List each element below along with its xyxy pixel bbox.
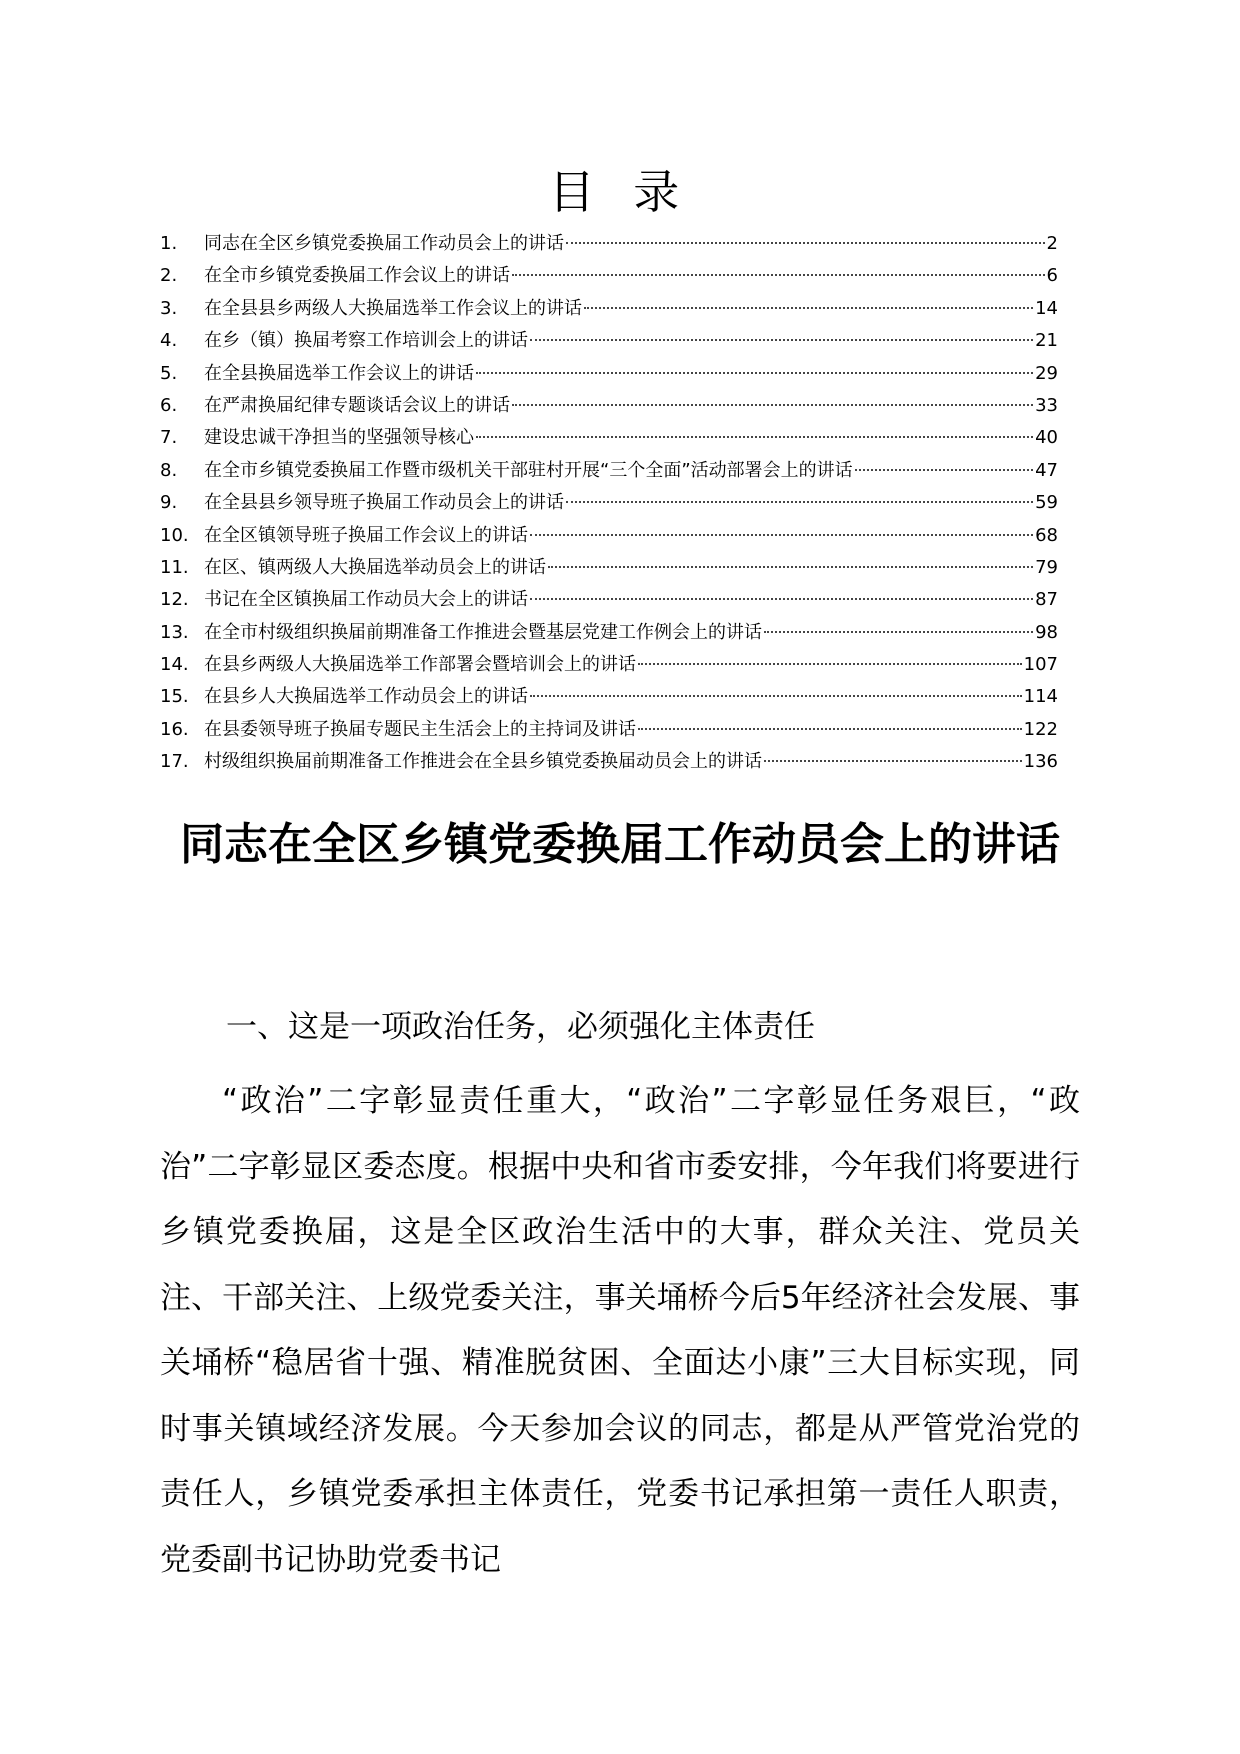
toc-entry-title: 在全区镇领导班子换届工作会议上的讲话	[204, 524, 528, 546]
toc-entry-number: 9.	[160, 492, 178, 514]
toc-entry-page: 21	[1035, 330, 1058, 352]
table-of-contents	[160, 228, 1058, 779]
toc-entry[interactable]	[160, 649, 1058, 681]
toc-entry[interactable]	[160, 293, 1058, 325]
toc-entry[interactable]	[160, 746, 1058, 778]
toc-entry[interactable]	[160, 520, 1058, 552]
toc-entry[interactable]	[160, 325, 1058, 357]
toc-entry-page: 107	[1023, 654, 1058, 676]
toc-entry-title: 在严肃换届纪律专题谈话会议上的讲话	[204, 394, 510, 416]
toc-entry[interactable]	[160, 487, 1058, 519]
toc-entry-page: 40	[1035, 427, 1058, 449]
toc-entry-page: 47	[1035, 459, 1058, 481]
toc-dot-leader	[764, 760, 1022, 762]
toc-entry-number: 5.	[160, 362, 178, 384]
toc-entry[interactable]	[160, 681, 1058, 713]
toc-entry-title: 在县乡两级人大换届选举工作部署会暨培训会上的讲话	[204, 654, 636, 676]
toc-entry-page: 136	[1023, 751, 1058, 773]
toc-entry[interactable]	[160, 422, 1058, 454]
toc-entry-number: 10.	[160, 524, 189, 546]
article-title: 同志在全区乡镇党委换届工作动员会上的讲话	[180, 819, 1060, 870]
toc-entry-page: 114	[1023, 686, 1058, 708]
toc-entry-page: 2	[1046, 233, 1058, 254]
toc-entry-number: 14.	[160, 654, 189, 676]
toc-entry-title: 在全县县乡领导班子换届工作动员会上的讲话	[204, 492, 564, 514]
toc-entry[interactable]	[160, 358, 1058, 390]
toc-entry-number: 8.	[160, 459, 178, 481]
toc-entry-number: 2.	[160, 265, 178, 287]
toc-entry[interactable]	[160, 714, 1058, 746]
toc-entry-number: 11.	[160, 556, 189, 578]
toc-entry-number: 1.	[160, 233, 178, 254]
toc-entry-number: 13.	[160, 621, 189, 643]
toc-entry-number: 4.	[160, 330, 178, 352]
toc-entry-title: 书记在全区镇换届工作动员大会上的讲话	[204, 589, 528, 611]
toc-entry-page: 87	[1035, 589, 1058, 611]
toc-dot-leader	[584, 307, 1033, 309]
toc-entry[interactable]	[160, 617, 1058, 649]
toc-dot-leader	[855, 469, 1033, 471]
toc-entry-number: 6.	[160, 394, 178, 416]
toc-dot-leader	[638, 663, 1022, 665]
toc-entry-title: 村级组织换届前期准备工作推进会在全县乡镇党委换届动员会上的讲话	[204, 751, 762, 773]
toc-entry-page: 14	[1035, 297, 1058, 319]
toc-dot-leader	[512, 404, 1033, 406]
toc-entry-title: 在全市乡镇党委换届工作会议上的讲话	[204, 265, 510, 287]
toc-dot-leader	[764, 631, 1033, 633]
toc-dot-leader	[530, 598, 1033, 600]
toc-title: 目 录	[548, 165, 692, 219]
toc-entry-title: 建设忠诚干净担当的坚强领导核心	[204, 427, 474, 449]
toc-entry-page: 6	[1046, 265, 1058, 287]
toc-entry-number: 16.	[160, 718, 189, 740]
toc-dot-leader	[566, 501, 1033, 503]
toc-entry-page: 79	[1035, 556, 1058, 578]
toc-entry[interactable]	[160, 455, 1058, 487]
toc-entry-title: 在县乡人大换届选举工作动员会上的讲话	[204, 686, 528, 708]
toc-dot-leader	[638, 728, 1022, 730]
toc-entry-page: 98	[1035, 621, 1058, 643]
toc-entry-number: 17.	[160, 751, 189, 773]
toc-dot-leader	[548, 566, 1033, 568]
toc-entry-number: 15.	[160, 686, 189, 708]
toc-dot-leader	[476, 372, 1033, 374]
toc-entry[interactable]	[160, 390, 1058, 422]
toc-entry-title: 在乡（镇）换届考察工作培训会上的讲话	[204, 330, 528, 352]
toc-entry-title: 在县委领导班子换届专题民主生活会上的主持词及讲话	[204, 718, 636, 740]
toc-dot-leader	[566, 242, 1045, 244]
toc-dot-leader	[512, 274, 1045, 276]
toc-dot-leader	[476, 436, 1033, 438]
toc-entry[interactable]	[160, 228, 1058, 260]
toc-entry-number: 12.	[160, 589, 189, 611]
toc-entry[interactable]	[160, 584, 1058, 616]
toc-entry-page: 59	[1035, 492, 1058, 514]
toc-dot-leader	[530, 695, 1022, 697]
toc-entry-title: 在全市乡镇党委换届工作暨市级机关干部驻村开展“三个全面”活动部署会上的讲话	[204, 459, 853, 481]
toc-entry-number: 7.	[160, 427, 178, 449]
toc-entry-title: 在区、镇两级人大换届选举动员会上的讲话	[204, 556, 546, 578]
section-heading: 一、这是一项政治任务，必须强化主体责任	[226, 1009, 815, 1045]
toc-dot-leader	[530, 534, 1033, 536]
toc-entry[interactable]	[160, 552, 1058, 584]
toc-entry-title: 在全县换届选举工作会议上的讲话	[204, 362, 474, 384]
body-paragraph: “政治”二字彰显责任重大，“政治”二字彰显任务艰巨，“政治”二字彰显区委态度。根据中央和省市委安排，今年我们将要进行乡镇党委换届，这是全区政治生活中的大事，群众关注、党员关注、干部关注、上级党委关注，事关埇桥今后5年经济社会发展、事关埇桥“稳居省十强、精准脱贫困、全面达小康”三大目标实现，同时事关镇域经济发展。今天参加会议的同志，都是从严管党治党的责任人，乡镇党委承担主体责任，党委书记承担第一责任人职责，党委副书记协助党委书记	[160, 1083, 1080, 1578]
toc-entry-title: 同志在全区乡镇党委换届工作动员会上的讲话	[204, 233, 564, 254]
toc-entry-page: 29	[1035, 362, 1058, 384]
toc-entry-title: 在全市村级组织换届前期准备工作推进会暨基层党建工作例会上的讲话	[204, 621, 762, 643]
toc-entry-number: 3.	[160, 297, 178, 319]
toc-entry-title: 在全县县乡两级人大换届选举工作会议上的讲话	[204, 297, 582, 319]
toc-dot-leader	[530, 339, 1033, 341]
toc-entry[interactable]	[160, 260, 1058, 292]
toc-entry-page: 68	[1035, 524, 1058, 546]
toc-entry-page: 122	[1023, 718, 1058, 740]
toc-entry-page: 33	[1035, 394, 1058, 416]
